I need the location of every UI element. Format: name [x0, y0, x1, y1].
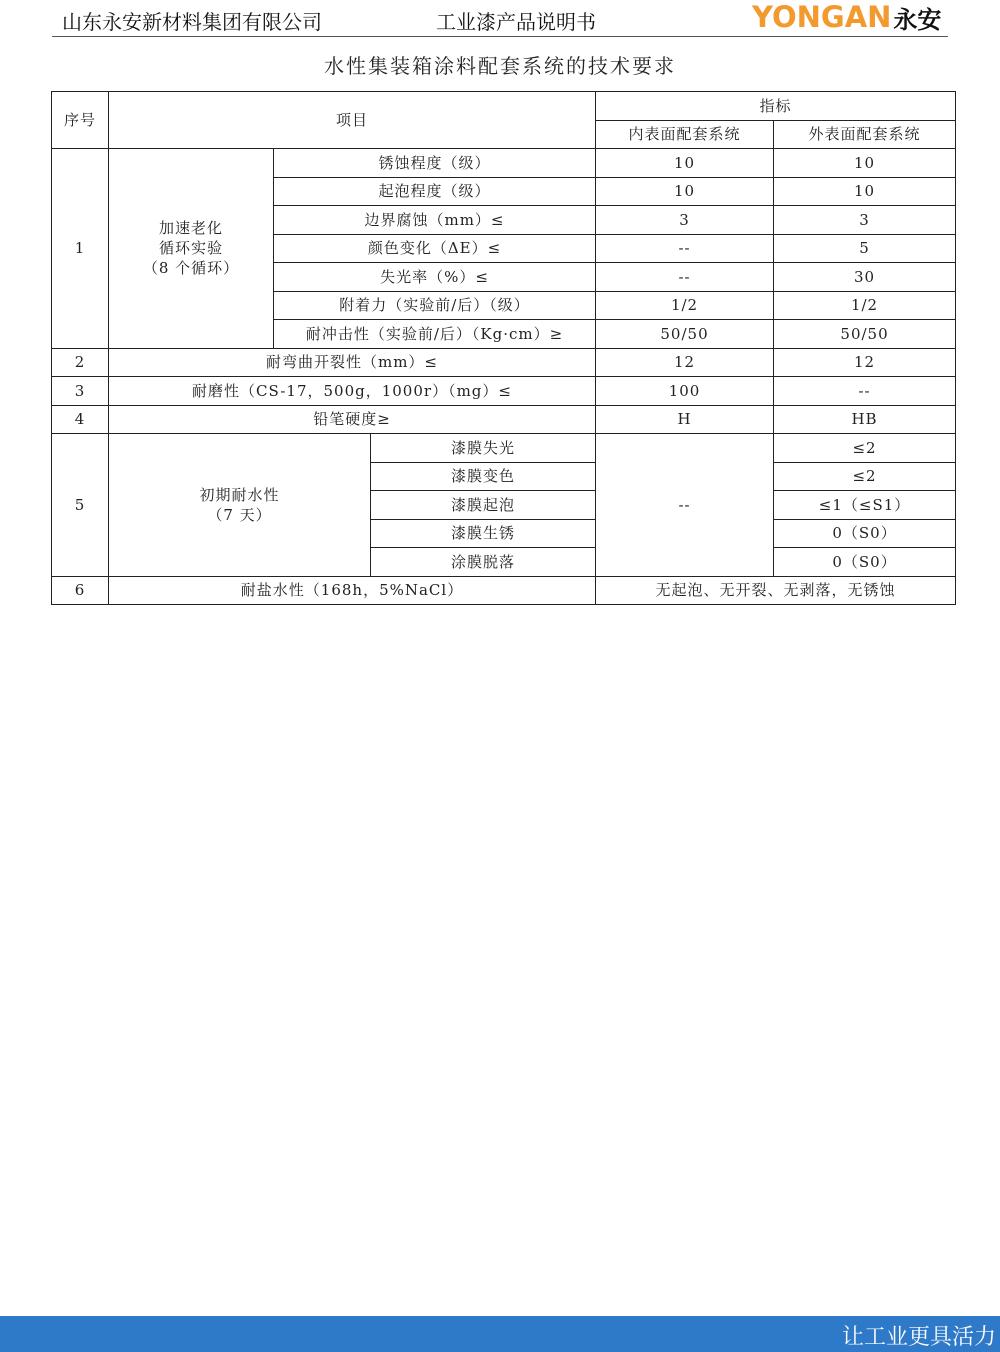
- item-name: 起泡程度（级）: [274, 177, 596, 206]
- page-title: 水性集装箱涂料配套系统的技术要求: [324, 54, 676, 78]
- inner-value: --: [596, 434, 774, 577]
- item-name: 边界腐蚀（mm）≤: [274, 206, 596, 235]
- outer-value: ≤2: [774, 434, 956, 463]
- item-name: 漆膜生锈: [371, 519, 596, 548]
- row-group-label: [109, 434, 371, 577]
- group-line: 循环实验: [158, 239, 223, 258]
- logo-latin-text: YONGAN: [752, 0, 892, 34]
- inner-value: 1/2: [596, 291, 774, 320]
- group-line: （8 个循环）: [142, 259, 240, 278]
- item-name: 涂膜脱落: [371, 548, 596, 577]
- outer-value: 12: [774, 348, 956, 377]
- page-header: [0, 0, 1000, 40]
- outer-value: HB: [774, 405, 956, 434]
- row-no: 4: [52, 405, 109, 434]
- outer-value: 3: [774, 206, 956, 235]
- table-header-row: [52, 92, 956, 121]
- group-line: 初期耐水性: [199, 485, 280, 504]
- item-name: 漆膜变色: [371, 462, 596, 491]
- document-type: 工业漆产品说明书: [436, 10, 596, 34]
- footer-slogan: 让工业更具活力: [841, 1325, 996, 1350]
- table-row: [52, 434, 956, 463]
- item-name: 铅笔硬度≥: [109, 405, 596, 434]
- header-no: 序号: [52, 92, 109, 149]
- header-inner-system: 内表面配套系统: [596, 120, 774, 149]
- table-row: [52, 377, 956, 406]
- item-name: 锈蚀程度（级）: [274, 149, 596, 178]
- spec-table: [51, 91, 956, 605]
- group-line: （7 天）: [207, 505, 272, 524]
- inner-value: H: [596, 405, 774, 434]
- item-name: 耐盐水性（168h，5%NaCl）: [109, 576, 596, 605]
- outer-value: 10: [774, 149, 956, 178]
- header-item: 项目: [109, 92, 596, 149]
- header-index: 指标: [596, 92, 956, 121]
- item-name: 耐弯曲开裂性（mm）≤: [109, 348, 596, 377]
- outer-value: 50/50: [774, 320, 956, 349]
- table-row: [52, 576, 956, 605]
- inner-value: 3: [596, 206, 774, 235]
- table-row: [52, 149, 956, 178]
- outer-value: 0（S0）: [774, 519, 956, 548]
- header-outer-system: 外表面配套系统: [774, 120, 956, 149]
- inner-value: 10: [596, 149, 774, 178]
- logo-chinese-text: 永安: [893, 5, 942, 34]
- row-no: 2: [52, 348, 109, 377]
- item-name: 耐磨性（CS-17，500g，1000r）（mg）≤: [109, 377, 596, 406]
- outer-value: 0（S0）: [774, 548, 956, 577]
- item-name: 漆膜起泡: [371, 491, 596, 520]
- item-name: 附着力（实验前/后）（级）: [274, 291, 596, 320]
- inner-value: 50/50: [596, 320, 774, 349]
- item-name: 耐冲击性（实验前/后）（Kg·cm）≥: [274, 320, 596, 349]
- row-no: 3: [52, 377, 109, 406]
- table-row: [52, 405, 956, 434]
- inner-value: --: [596, 263, 774, 292]
- group-line: 加速老化: [158, 219, 223, 238]
- inner-value: 100: [596, 377, 774, 406]
- row-group-label: [109, 149, 274, 349]
- item-name: 失光率（%）≤: [274, 263, 596, 292]
- inner-value: 12: [596, 348, 774, 377]
- header-divider: [52, 36, 948, 37]
- inner-value: --: [596, 234, 774, 263]
- company-name: 山东永安新材料集团有限公司: [62, 10, 322, 34]
- outer-value: 1/2: [774, 291, 956, 320]
- outer-value: ≤2: [774, 462, 956, 491]
- footer-bar: [0, 1316, 1000, 1352]
- outer-value: 10: [774, 177, 956, 206]
- item-name: 漆膜失光: [371, 434, 596, 463]
- row-no: 5: [52, 434, 109, 577]
- outer-value: ≤1（≤S1）: [774, 491, 956, 520]
- item-name: 颜色变化（ΔE）≤: [274, 234, 596, 263]
- combined-value: 无起泡、无开裂、无剥落，无锈蚀: [596, 576, 956, 605]
- row-no: 6: [52, 576, 109, 605]
- outer-value: 5: [774, 234, 956, 263]
- outer-value: 30: [774, 263, 956, 292]
- inner-value: 10: [596, 177, 774, 206]
- brand-logo: [752, 0, 941, 34]
- row-no: 1: [52, 149, 109, 349]
- table-row: [52, 348, 956, 377]
- outer-value: --: [774, 377, 956, 406]
